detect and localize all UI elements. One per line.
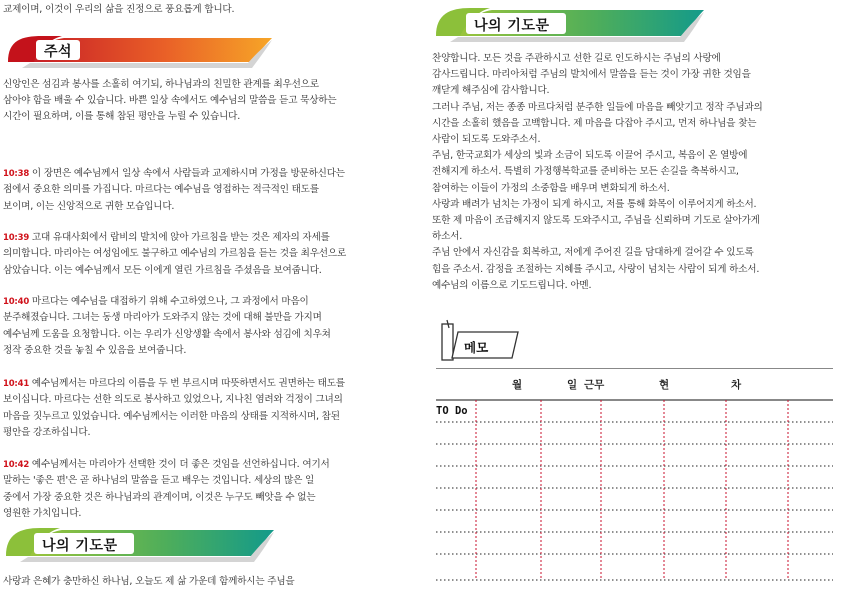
prayer-header-right: [432, 4, 712, 40]
commentary-title: 주석: [44, 44, 73, 60]
memo-title: 메모: [464, 340, 489, 355]
verse-text: 마르다는 예수님을 대접하기 위해 수고하였으나, 그 과정에서 마음이 분주해졌습니다. 그녀는 동생 마리아가 도와주지 않는 것에 대해 불만을 가지며 예수님께 도움을 요청합니다. 이는 우리가 신앙생활 속에서 봉사와 섬김에 치우쳐 정작 중요한 것을 놓칠 수 있음을 보여줍니다.: [3, 296, 331, 356]
prayer-title-left: 나의 기도문: [42, 538, 118, 554]
verse-ref: 10:40: [3, 297, 30, 308]
memo-table: [436, 368, 833, 584]
memo-header-work: 근무: [584, 379, 605, 391]
cup-icon: [442, 324, 453, 360]
memo-row-lines: [436, 422, 833, 580]
verse-ref: 10:38: [3, 169, 30, 180]
memo-header-month: 월: [512, 379, 523, 391]
memo-header-day: 일: [567, 379, 578, 391]
intro-line: 교제이며, 이것이 우리의 삶을 진정으로 풍요롭게 합니다.: [3, 4, 235, 15]
todo-label: TO Do: [436, 405, 468, 417]
memo-header: [436, 318, 526, 366]
verse-commentary-1040: [3, 278, 331, 359]
commentary-intro: 신앙인은 섬김과 봉사를 소홀히 여기되, 하나님과의 친밀한 관계를 최우선으로 삼아야 함을 배울 수 있습니다. 바쁜 일상 속에서도 예수님의 말씀을 듣고 묵상하는 시간이 필요하며, 이를 통해 참된 평안을 누릴 수 있습니다.: [3, 79, 337, 123]
verse-ref: 10:39: [3, 233, 30, 244]
verse-text: 예수님께서는 마르다의 이름을 두 번 부르시며 따뜻하면서도 권면하는 태도를 보이십니다. 마르다는 선한 의도로 봉사하고 있었으나, 지나친 염려와 걱정이 그녀의 마음을 짓누르고 있었습니다. 예수님께서는 이러한 마음의 상태를 지적하시며, 참된 평안을 강조하십니다.: [3, 378, 345, 438]
commentary-header: [2, 32, 282, 68]
memo-header-difference: 차: [731, 379, 742, 391]
memo-header-present: 현: [659, 379, 670, 391]
verse-text: 고대 유대사회에서 랍비의 발치에 앉아 가르침을 받는 것은 제자의 자세를 의미합니다. 마리아는 여성임에도 불구하고 예수님의 가르침을 듣는 것을 최우선으로 삼았습니다. 이는 예수님께서 모든 이에게 열린 가르침을 주셨음을 보여줍니다.: [3, 232, 347, 276]
verse-commentary-1039: [3, 214, 346, 279]
verse-commentary-1041: [3, 360, 345, 441]
verse-ref: 10:41: [3, 379, 30, 390]
verse-commentary-1042: [3, 441, 330, 522]
prayer-title-right: 나의 기도문: [474, 18, 550, 34]
prayer-text: 찬양합니다. 모든 것을 주관하시고 선한 길로 인도하시는 주님의 사랑에 감사드립니다. 마리아처럼 주님의 발치에서 말씀을 듣는 것이 가장 귀한 것임을 깨닫게 해주심에 감사합니다. 그러나 주님, 저는 종종 마르다처럼 분주한 일들에 마음을 빼앗기고 정작 주님과의 시간을 소홀히 했음을 고백합니다. 제 마음을 다잡아 주시고, 먼저 하나님을 찾는 사람이 되도록 도와주소서. 주님, 한국교회가 세상의 빛과 소금이 되도록 이끌어 주시고, 복음이 온 열방에 전해지게 하소서. 특별히 가정행복학교를 준비하는 모든 손길을 축복하시고, 참여하는 이들이 가정의 소중함을 배우며 변화되게 하소서. 사랑과 배려가 넘치는 가정이 되게 하시고, 저를 통해 화목이 이루어지게 하소서. 또한 제 마음이 조급해지지 않도록 도와주시고, 주님을 신뢰하며 기도로 살아가게 하소서. 주님 안에서 자신감을 회복하고, 저에게 주어진 길을 담대하게 걸어갈 수 있도록 힘을 주소서. 감정을 조절하는 지혜를 주시고, 사랑이 넘치는 사람이 되게 하소서. 예수님의 이름으로 기도드립니다. 아멘.: [432, 53, 763, 291]
verse-text: 예수님께서는 마리아가 선택한 것이 더 좋은 것임을 선언하십니다. 여기서 말하는 '좋은 편'은 곧 하나님의 말씀을 듣고 배우는 것입니다. 세상의 많은 일 중에서 가장 중요한 것은 하나님과의 관계이며, 이것은 누구도 빼앗을 수 없는 영원한 가치입니다.: [3, 459, 330, 519]
verse-commentary-1038: [3, 150, 345, 215]
verse-ref: 10:42: [3, 460, 30, 471]
prayer-start: 사랑과 은혜가 충만하신 하나님, 오늘도 제 삶 가운데 함께하시는 주님을: [3, 576, 295, 587]
memo-column-lines: [476, 400, 788, 580]
prayer-header-left: [2, 524, 282, 560]
verse-text: 이 장면은 예수님께서 일상 속에서 사람들과 교제하시며 가정을 방문하신다는 점에서 중요한 의미를 가집니다. 마르다는 예수님을 영접하는 적극적인 태도를 보이며, 이는 신앙적으로 귀한 모습입니다.: [3, 168, 345, 212]
